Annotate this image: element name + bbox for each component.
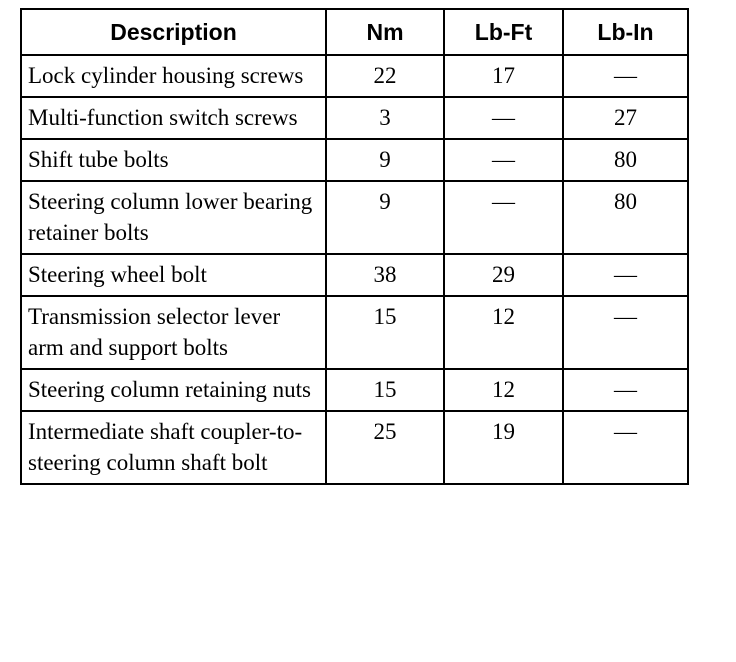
row-description: Intermediate shaft coupler-to-steering column shaft bolt [21,411,326,484]
header-description: Description [21,9,326,55]
row-lb-in: — [563,254,688,296]
row-lb-ft: — [444,97,563,139]
row-nm: 25 [326,411,444,484]
row-description: Steering column retaining nuts [21,369,326,411]
table-row [21,369,688,411]
row-lb-in: 80 [563,181,688,254]
row-nm: 15 [326,369,444,411]
row-description: Steering wheel bolt [21,254,326,296]
table-header-row [21,9,688,55]
row-description: Shift tube bolts [21,139,326,181]
row-nm: 22 [326,55,444,97]
header-lb-in: Lb-In [563,9,688,55]
table-row [21,97,688,139]
header-nm: Nm [326,9,444,55]
row-lb-ft: 12 [444,369,563,411]
row-description: Lock cylinder housing screws [21,55,326,97]
row-nm: 9 [326,139,444,181]
table-row [21,139,688,181]
row-lb-ft: 12 [444,296,563,369]
table-row [21,411,688,484]
header-lb-ft: Lb-Ft [444,9,563,55]
row-description: Steering column lower bearing retainer bolts [21,181,326,254]
row-nm: 15 [326,296,444,369]
row-description: Transmission selector lever arm and support bolts [21,296,326,369]
row-lb-in: — [563,55,688,97]
row-lb-in: — [563,411,688,484]
row-nm: 9 [326,181,444,254]
table-row [21,181,688,254]
row-lb-in: — [563,296,688,369]
table-row [21,254,688,296]
torque-spec-table [20,8,689,485]
row-nm: 3 [326,97,444,139]
row-lb-in: 27 [563,97,688,139]
table-row [21,55,688,97]
row-description: Multi-function switch screws [21,97,326,139]
table-row [21,296,688,369]
row-nm: 38 [326,254,444,296]
row-lb-ft: 19 [444,411,563,484]
row-lb-ft: 29 [444,254,563,296]
row-lb-ft: — [444,181,563,254]
row-lb-in: 80 [563,139,688,181]
row-lb-ft: 17 [444,55,563,97]
row-lb-in: — [563,369,688,411]
row-lb-ft: — [444,139,563,181]
